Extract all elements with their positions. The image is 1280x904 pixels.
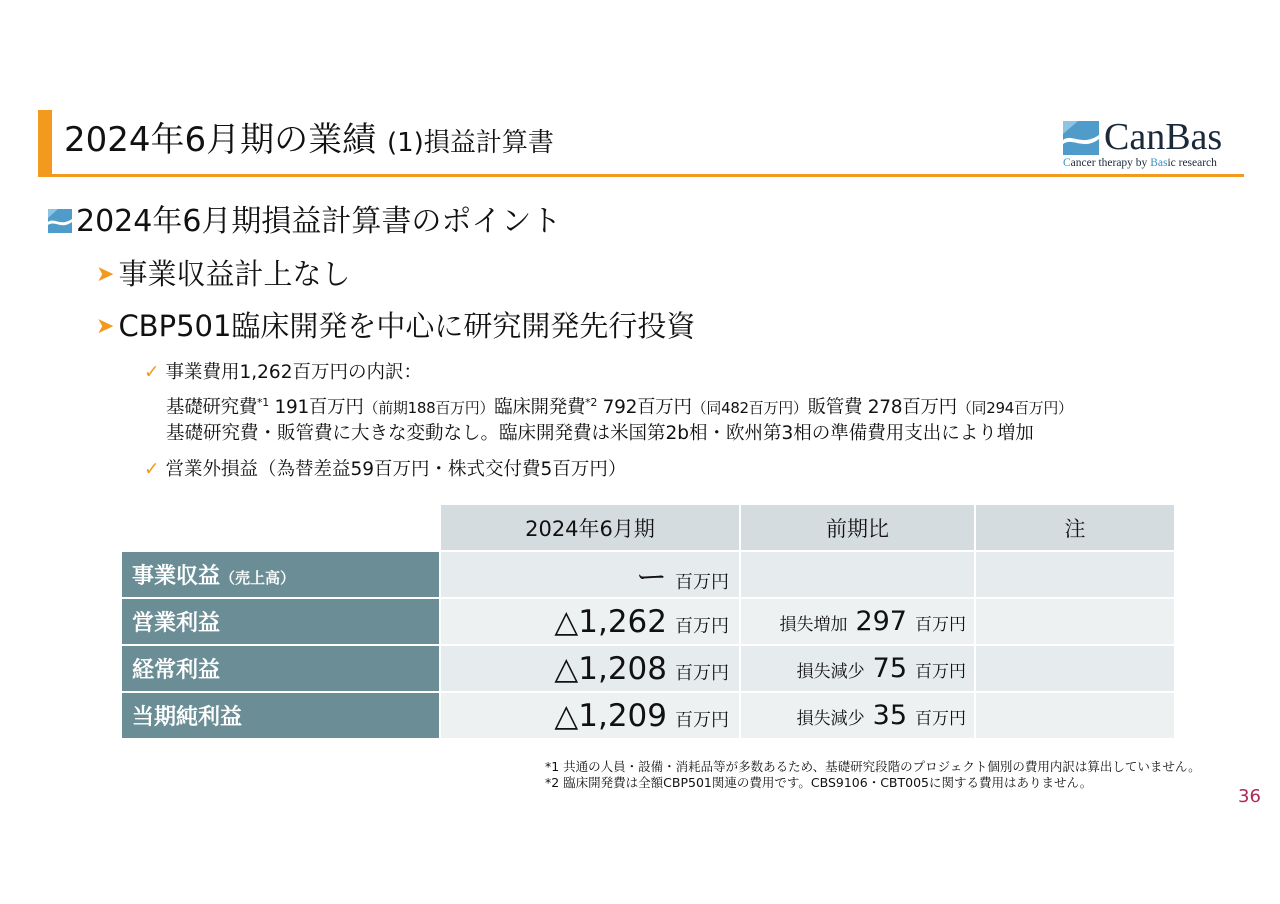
compare-value: 35 bbox=[872, 700, 907, 731]
arrow-bullet-icon: ➤ bbox=[96, 262, 115, 287]
sga-label: 販管費 bbox=[807, 397, 863, 419]
footnote: *1 共通の人員・設備・消耗品等が多数あるため、基礎研究段階のプロジェクト個別の費用内訳は算出していません。 bbox=[545, 759, 1201, 774]
point-item bbox=[96, 254, 350, 295]
section-heading-text: 2024年6月期損益計算書のポイント bbox=[76, 204, 562, 239]
row-label bbox=[122, 646, 439, 691]
basic-research-label: 基礎研究費 bbox=[166, 397, 258, 419]
title-accent-bar bbox=[38, 110, 52, 174]
footnote-ref: *1 bbox=[257, 396, 269, 409]
clinical-label: 臨床開発費 bbox=[494, 397, 586, 419]
logo-tagline-part: ancer therapy by bbox=[1070, 157, 1151, 169]
logo-tagline-part: C bbox=[1063, 157, 1071, 169]
clinical-value: 792百万円 bbox=[597, 397, 692, 419]
compare-label: 損失減少 bbox=[796, 709, 865, 729]
note-cell bbox=[976, 693, 1174, 738]
sga-value: 278百万円 bbox=[862, 397, 957, 419]
row-label-text: 経常利益 bbox=[132, 658, 221, 683]
table-row bbox=[122, 552, 1174, 597]
compare-unit: 百万円 bbox=[915, 615, 966, 635]
row-label-text: 営業利益 bbox=[132, 611, 221, 636]
table-corner-cell bbox=[122, 505, 439, 550]
point-item bbox=[96, 306, 695, 347]
table-header: 前期比 bbox=[741, 505, 974, 550]
logo-tagline-part: ic research bbox=[1167, 157, 1217, 169]
compare-unit: 百万円 bbox=[915, 662, 966, 682]
section-heading bbox=[48, 202, 561, 242]
expense-comment-line: 基礎研究費・販管費に大きな変動なし。臨床開発費は米国第2b相・欧州第3相の準備費用支出により増加 bbox=[166, 423, 1034, 444]
page-title bbox=[64, 118, 554, 165]
point-text: CBP501臨床開発を中心に研究開発先行投資 bbox=[118, 309, 696, 343]
logo-tagline-part: Bas bbox=[1150, 157, 1168, 169]
value-cell bbox=[441, 646, 739, 691]
check-icon: ✓ bbox=[144, 459, 160, 480]
row-label bbox=[122, 693, 439, 738]
compare-label: 損失増加 bbox=[779, 615, 848, 635]
compare-value: 297 bbox=[855, 606, 907, 637]
basic-research-value: 191百万円 bbox=[268, 397, 364, 419]
footnote-ref: *2 bbox=[585, 396, 598, 409]
bullet-square-icon bbox=[48, 209, 72, 233]
basic-research-prev: （前期188百万円） bbox=[363, 399, 495, 418]
value-unit: 百万円 bbox=[675, 572, 729, 593]
logo-tagline bbox=[1063, 156, 1217, 170]
table-header-row bbox=[122, 505, 1174, 550]
value-unit: 百万円 bbox=[675, 709, 729, 731]
compare-cell bbox=[741, 552, 974, 597]
page-title-sub: (1)損益計算書 bbox=[386, 128, 554, 158]
value-number: △1,262 bbox=[554, 603, 667, 640]
value-cell bbox=[441, 599, 739, 644]
table-header: 注 bbox=[976, 505, 1174, 550]
table-row bbox=[122, 693, 1174, 738]
value-number: △1,208 bbox=[554, 650, 667, 687]
note-cell bbox=[976, 646, 1174, 691]
table-header: 2024年6月期 bbox=[441, 505, 739, 550]
detail-check-item bbox=[144, 359, 422, 387]
footnote: *2 臨床開発費は全額CBP501関連の費用です。CBS9106・CBT005に関する費用はありません。 bbox=[545, 775, 1093, 790]
compare-cell bbox=[741, 646, 974, 691]
detail-check-text: 営業外損益（為替差益59百万円・株式交付費5百万円） bbox=[165, 459, 627, 480]
row-label bbox=[122, 552, 439, 597]
results-table bbox=[120, 503, 1176, 740]
canbas-logo-icon bbox=[1063, 121, 1099, 155]
title-underline bbox=[38, 174, 1244, 177]
compare-value: 75 bbox=[872, 653, 907, 684]
row-label-text: 当期純利益 bbox=[132, 705, 243, 730]
value-unit: 百万円 bbox=[675, 615, 729, 637]
detail-check-item bbox=[144, 456, 626, 484]
canbas-logo bbox=[1062, 116, 1244, 172]
page-number: 36 bbox=[1238, 786, 1261, 807]
row-label bbox=[122, 599, 439, 644]
value-cell bbox=[441, 552, 739, 597]
value-number: △1,209 bbox=[554, 697, 667, 734]
arrow-bullet-icon: ➤ bbox=[96, 314, 115, 339]
note-cell bbox=[976, 599, 1174, 644]
value-cell bbox=[441, 693, 739, 738]
page-title-main: 2024年6月期の業績 bbox=[64, 120, 377, 160]
expense-breakdown-line bbox=[166, 389, 1073, 422]
note-cell bbox=[976, 552, 1174, 597]
row-label-text: 事業収益 bbox=[132, 564, 221, 589]
compare-cell bbox=[741, 693, 974, 738]
value-number: ー bbox=[636, 560, 667, 596]
check-icon: ✓ bbox=[144, 362, 160, 383]
compare-label: 損失減少 bbox=[796, 662, 865, 682]
compare-cell bbox=[741, 599, 974, 644]
table-row bbox=[122, 599, 1174, 644]
clinical-prev: （同482百万円） bbox=[691, 399, 808, 418]
compare-unit: 百万円 bbox=[915, 709, 966, 729]
table-row bbox=[122, 646, 1174, 691]
point-text: 事業収益計上なし bbox=[118, 257, 351, 291]
logo-name: CanBas bbox=[1104, 116, 1223, 158]
row-label-small: （売上高） bbox=[220, 569, 296, 587]
sga-prev: （同294百万円） bbox=[956, 399, 1073, 418]
value-unit: 百万円 bbox=[675, 662, 729, 684]
detail-check-text: 事業費用1,262百万円の内訳： bbox=[165, 362, 422, 383]
